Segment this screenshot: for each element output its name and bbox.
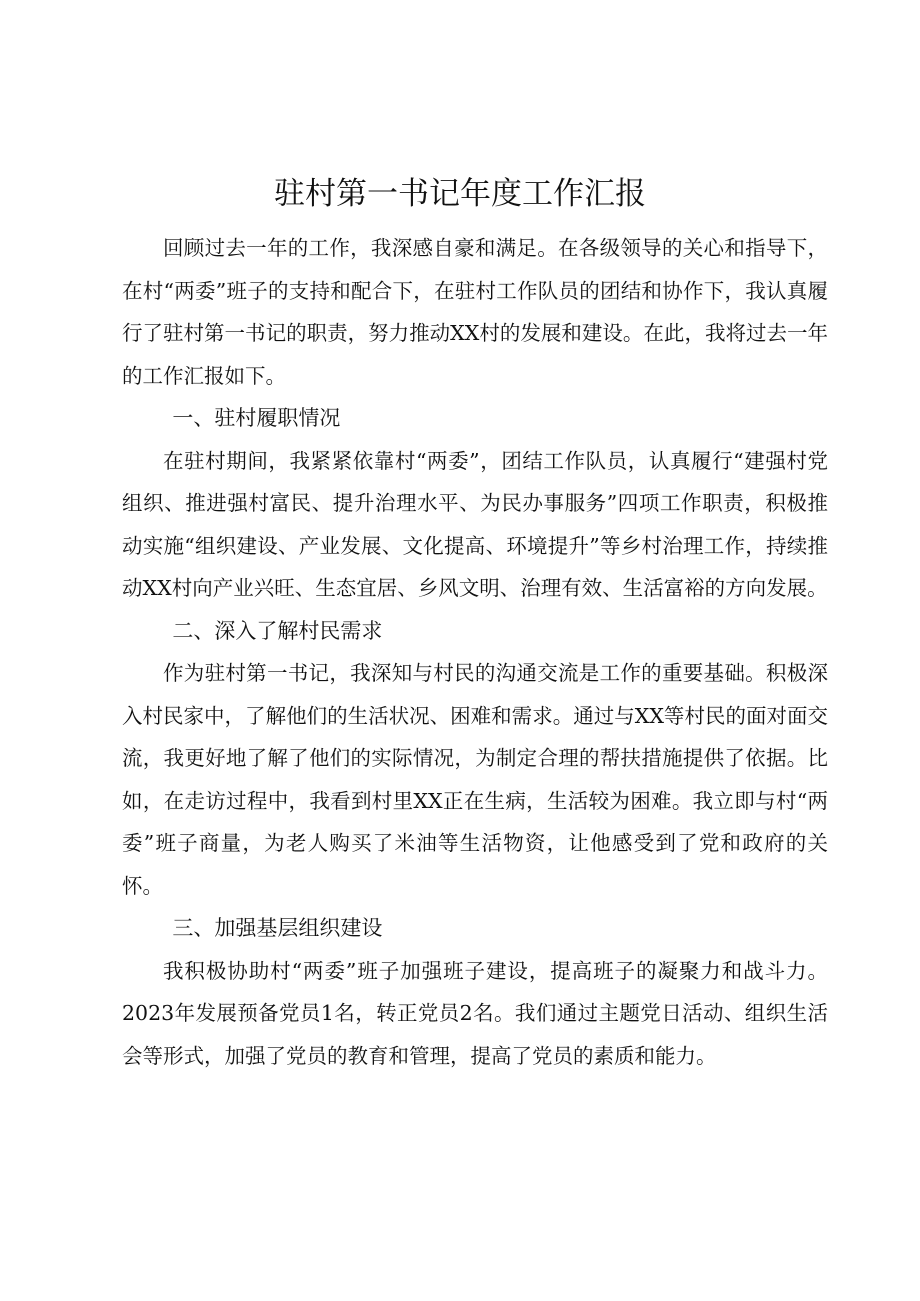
document-body — [122, 227, 828, 1077]
section-paragraph: 作为驻村第一书记，我深知与村民的沟通交流是工作的重要基础。积极深入村民家中，了解他们的生活状况、困难和需求。通过与XX等村民的面对面交流，我更好地了解了他们的实际情况，为制定合理的帮扶措施提供了依据。比如，在走访过程中，我看到村里XX正在生病，生活较为困难。我立即与村“两委”班子商量，为老人购买了米油等生活物资，让他感受到了党和政府的关怀。 — [122, 661, 828, 898]
section-3 — [122, 907, 828, 1077]
section-heading: 一、驻村履职情况 — [172, 406, 341, 430]
section-heading: 三、加强基层组织建设 — [172, 916, 383, 940]
section-1 — [122, 397, 828, 610]
intro-paragraph: 回顾过去一年的工作，我深感自豪和满足。在各级领导的关心和指导下，在村“两委”班子的支持和配合下，在驻村工作队员的团结和协作下，我认真履行了驻村第一书记的职责，努力推动XX村的发展和建设。在此，我将过去一年的工作汇报如下。 — [122, 236, 828, 388]
section-paragraph: 在驻村期间，我紧紧依靠村“两委”，团结工作队员，认真履行“建强村党组织、推进强村富民、提升治理水平、为民办事服务”四项工作职责，积极推动实施“组织建设、产业发展、文化提高、环境提升”等乡村治理工作，持续推动XX村向产业兴旺、生态宜居、乡风文明、治理有效、生活富裕的方向发展。 — [122, 448, 828, 600]
section-2 — [122, 610, 828, 908]
section-paragraph: 我积极协助村“两委”班子加强班子建设，提高班子的凝聚力和战斗力。2023年发展预备党员1名，转正党员2名。我们通过主题党日活动、组织生活会等形式，加强了党员的教育和管理，提高了党员的素质和能力。 — [122, 958, 828, 1068]
document-title: 驻村第一书记年度工作汇报 — [274, 176, 646, 212]
section-heading: 二、深入了解村民需求 — [172, 618, 383, 643]
